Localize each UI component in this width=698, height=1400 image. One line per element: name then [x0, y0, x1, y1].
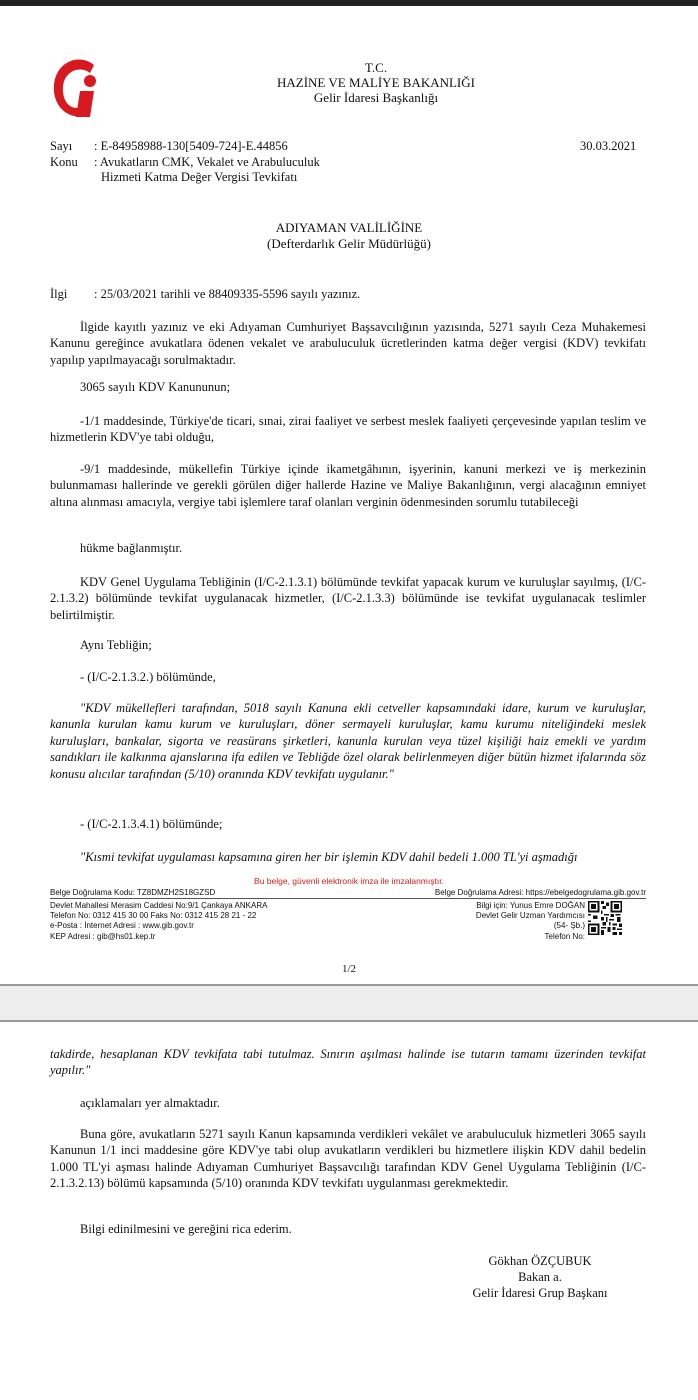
sayi-value: : E-84958988-130[5409-724]-E.44856	[94, 139, 288, 153]
konu-label: Konu	[50, 155, 78, 169]
header-ministry: HAZİNE VE MALİYE BAKANLIĞI	[277, 75, 475, 90]
paragraph-11: Buna göre, avukatların 5271 sayılı Kanun kapsamında verdikleri vekâlet ve arabuluculuk hizmetleri 3065 sayılı Kanunun 1/1 inci maddesine göre KDV'ye tabi olup avukatların verdikleri bu hizmetlere ilişkin KDV dahil bedelin 1.000 TL'yi aşması halinde Adıyaman Cumhuriyet Başsavcılığı tarafından KDV Genel Uygulama Tebliğinin (I/C-2.1.3.2.13) bölümü kapsamında (5/10) oranında KDV tevkifatı uygulanması gerekmektedir.	[50, 1127, 646, 1191]
qr-code-icon	[588, 901, 622, 935]
konu-line-2: Hizmeti Katma Değer Vergisi Tevkifatı	[101, 170, 298, 184]
signatory-role-1: Bakan a.	[518, 1270, 562, 1284]
quote-2-continued: takdirde, hesaplanan KDV tevkifata tabi tutulmaz. Sınırın aşılması halinde ise tutarın tamamı üzerinden tevkifat yapılır."	[50, 1047, 646, 1078]
footer-divider	[50, 898, 646, 899]
paragraph-12: Bilgi edinilmesini ve gereğini rica ederim.	[80, 1222, 292, 1236]
paragraph-2: 3065 sayılı KDV Kanununun;	[80, 380, 231, 394]
verify-code: Belge Doğrulama Kodu: TZ8DMZH2S18GZSD	[50, 888, 216, 897]
paragraph-5: hükme bağlanmıştır.	[80, 541, 183, 555]
document-date: 30.03.2021	[580, 139, 637, 153]
contact-phone: Telefon No:	[544, 932, 585, 941]
quote-2-start: "Kısmi tevkifat uygulaması kapsamına giren her bir işlemin KDV dahil bedeli 1.000 TL'yi aşmadığı	[80, 850, 578, 864]
konu-line-1: : Avukatların CMK, Vekalet ve Arabuluculuk	[94, 155, 320, 169]
sayi-label: Sayı	[50, 139, 73, 153]
info-contact: Bilgi için: Yunus Emre DOĞAN	[476, 901, 585, 910]
page-separator	[0, 984, 698, 1022]
page-number: 1/2	[341, 963, 357, 975]
paragraph-3: -1/1 maddesinde, Türkiye'de ticari, sınai, zirai faaliyet ve serbest meslek faaliyeti çerçevesinde yapılan teslim ve hizmetlerin KDV'ye tabi olduğu,	[50, 414, 646, 445]
ilgi-value: : 25/03/2021 tarihli ve 88409335-5596 sayılı yazınız.	[94, 287, 361, 301]
paragraph-6: KDV Genel Uygulama Tebliğinin (I/C-2.1.3.1) bölümünde tevkifat yapacak kurum ve kuruluşlar sayılmış, (I/C-2.1.3.2) bölümünde tevkifat uygulanacak hizmetler, (I/C-2.1.3.3) bölümünde ise tevkifat uygulanacak teslimler belirtilmiştir.	[50, 575, 646, 622]
header-department: Gelir İdaresi Başkanlığı	[313, 90, 439, 105]
paragraph-1: İlgide kayıtlı yazınız ve eki Adıyaman Cumhuriyet Başsavcılığının yazısında, 5271 sayılı Ceza Muhakemesi Kanunu gereğince avukatlara ödenen vekalet ve arabuluculuk ücretlerinden katma değer vergisi (KDV) tevkifatı yapılıp yapılmayacağı sorulmaktadır.	[50, 320, 646, 367]
recipient-title: ADIYAMAN VALİLİĞİNE	[275, 220, 423, 235]
paragraph-9: - (I/C-2.1.3.4.1) bölümünde;	[80, 817, 223, 831]
quote-1: "KDV mükellefleri tarafından, 5018 sayılı Kanuna ekli cetveller kapsamındaki idare, kurum ve kuruluşlar, kanunla kurulan kamu kurum ve kuruluşları, döner sermayeli kuruluşlar, kamu kurumu niteliğindeki meslek kuruluşları, bankalar, sigorta ve reasürans şirketleri, kanunla kurulan veya tüzel kişiliği haiz emekli ve yardım sandıkları ile kalkınma ajanslarına ifa edilen ve Tebliğde özel olarak belirlenmeyen diğer bütün hizmet ifalarında söz konusu alıcılar tarafından (5/10) oranında KDV tevkifatı uygulanır."	[50, 701, 646, 781]
contact-title: Devlet Gelir Uzman Yardımcısı	[475, 911, 585, 920]
recipient-subtitle: (Defterdarlık Gelir Müdürlüğü)	[267, 236, 431, 251]
kep-address: KEP Adresi : gib@hs01.kep.tr	[50, 932, 156, 941]
ilgi-label: İlgi	[50, 287, 68, 301]
paragraph-8: - (I/C-2.1.3.2.) bölümünde,	[80, 670, 216, 684]
phone-fax: Telefon No: 0312 415 30 00 Faks No: 0312 415 28 21 - 22	[50, 911, 257, 920]
screen-top-bar	[0, 0, 698, 6]
signatory-role-2: Gelir İdaresi Grup Başkanı	[472, 1286, 608, 1300]
email-web: e-Posta : İnternet Adresi : www.gib.gov.tr	[50, 921, 194, 930]
header-tc: T.C.	[364, 60, 388, 75]
verify-address: Belge Doğrulama Adresi: https://ebelgedogrulama.gib.gov.tr	[434, 888, 646, 897]
paragraph-10: açıklamaları yer almaktadır.	[80, 1096, 220, 1110]
esign-notice: Bu belge, güvenli elektronik imza ile imzalanmıştır.	[254, 876, 444, 886]
signatory-name: Gökhan ÖZÇUBUK	[488, 1254, 592, 1268]
paragraph-7: Aynı Tebliğin;	[80, 638, 152, 652]
paragraph-4: -9/1 maddesinde, mükellefin Türkiye içinde ikametgâhının, işyerinin, kanuni merkezi ve iş merkezinin bulunmaması hallerinde ve gerekli görülen diğer hallerde Hazine ve Maliye Bakanlığının, vergi alacağının emniyet altına alınması amacıyla, vergiye tabi işlemlere taraf olanları verginin ödenmesinden sorumlu tutabileceği	[50, 462, 646, 509]
ministry-address: Devlet Mahallesi Merasim Caddesi No:9/1 Çankaya ANKARA	[50, 901, 268, 910]
contact-unit: (54- Şb.)	[553, 921, 585, 930]
